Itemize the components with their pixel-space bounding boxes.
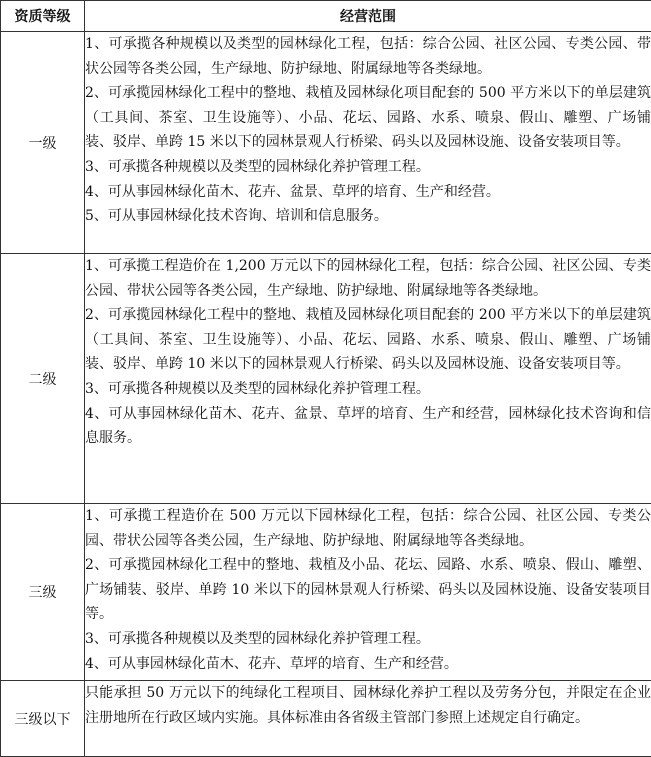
scope-item: 3、可承揽各种规模以及类型的园林绿化养护管理工程。 <box>85 377 651 402</box>
scope-item: 5、可从事园林绿化技术咨询、培训和信息服务。 <box>85 204 651 229</box>
scope-item: 2、可承揽园林绿化工程中的整地、栽植及小品、花坛、园路、水系、喷泉、假山、雕塑、广场铺装、驳岸、单跨 10 米以下的园林景观人行桥梁、码头以及园林设施、设备安装项目等。 <box>85 553 651 627</box>
table-row <box>1 504 651 681</box>
table-row <box>1 32 651 254</box>
scope-item: 只能承担 50 万元以下的纯绿化工程项目、园林绿化养护工程以及劳务分包，并限定在企业注册地所在行政区域内实施。具体标准由各省级主管部门参照上述规定自行确定。 <box>85 681 651 730</box>
table-row <box>1 681 651 757</box>
level-cell: 三级 <box>1 504 85 681</box>
scope-item: 4、可从事园林绿化苗木、花卉、盆景、草坪的培育、生产和经营。 <box>85 180 651 205</box>
scope-item: 1、可承揽工程造价在 1,200 万元以下的园林绿化工程，包括：综合公园、社区公园、专类公园、带状公园等各类公园，生产绿地、防护绿地、附属绿地等各类绿地。 <box>85 254 651 303</box>
scope-cell <box>85 254 651 504</box>
scope-item: 3、可承揽各种规模以及类型的园林绿化养护管理工程。 <box>85 155 651 180</box>
scope-item: 1、可承揽工程造价在 500 万元以下园林绿化工程，包括：综合公园、社区公园、专类公园、带状公园等各类公园，生产绿地、防护绿地、附属绿地等各类绿地。 <box>85 504 651 553</box>
level-cell: 三级以下 <box>1 681 85 757</box>
table-row <box>1 254 651 504</box>
scope-item: 3、可承揽各种规模以及类型的园林绿化养护管理工程。 <box>85 627 651 652</box>
scope-item: 4、可从事园林绿化苗木、花卉、草坪的培育、生产和经营。 <box>85 652 651 677</box>
header-qualification-level: 资质等级 <box>1 1 85 32</box>
level-cell: 一级 <box>1 32 85 254</box>
scope-cell <box>85 504 651 681</box>
scope-item: 1、可承揽各种规模以及类型的园林绿化工程，包括：综合公园、社区公园、专类公园、带状公园等各类公园，生产绿地、防护绿地、附属绿地等各类绿地。 <box>85 32 651 81</box>
scope-cell <box>85 681 651 757</box>
header-business-scope: 经营范围 <box>85 1 651 32</box>
scope-item: 2、可承揽园林绿化工程中的整地、栽植及园林绿化项目配套的 500 平方米以下的单层建筑（工具间、茶室、卫生设施等）、小品、花坛、园路、水系、喷泉、假山、雕塑、广场铺装、驳岸、单跨 15 米以下的园林景观人行桥梁、码头以及园林设施、设备安装项目等。 <box>85 81 651 155</box>
header-row <box>1 1 651 32</box>
level-cell: 二级 <box>1 254 85 504</box>
scope-cell <box>85 32 651 254</box>
scope-item: 4、可从事园林绿化苗木、花卉、盆景、草坪的培育、生产和经营，园林绿化技术咨询和信息服务。 <box>85 402 651 451</box>
scope-item: 2、可承揽园林绿化工程中的整地、栽植及园林绿化项目配套的 200 平方米以下的单层建筑（工具间、茶室、卫生设施等）、小品、花坛、园路、水系、喷泉、假山、雕塑、广场铺装、驳岸、单跨 10 米以下的园林景观人行桥梁、码头以及园林设施、设备安装项目等。 <box>85 303 651 377</box>
